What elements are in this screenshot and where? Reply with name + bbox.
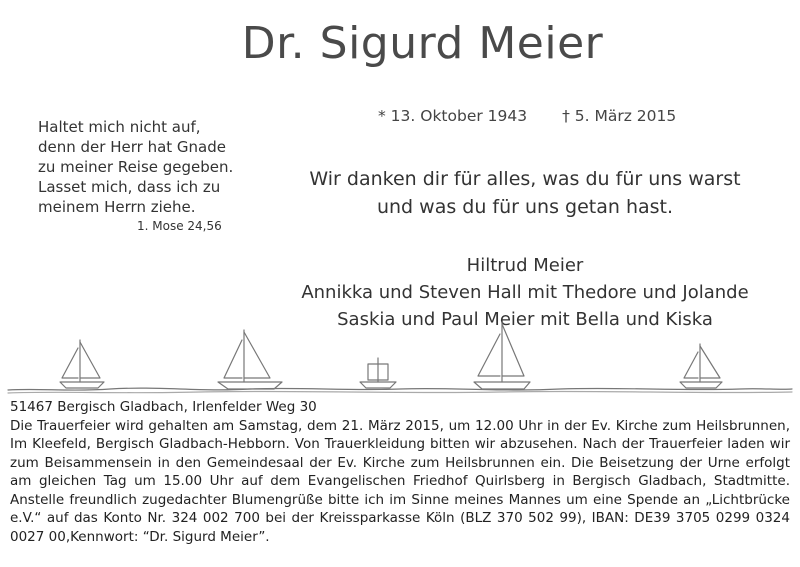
life-dates [378,107,676,125]
verse-line: Lasset mich, dass ich zu [38,178,221,196]
sailboat-icon [218,330,282,389]
verse-reference: 1. Mose 24,56 [137,219,222,233]
verse-line: Haltet mich nicht auf, [38,118,201,136]
deceased-name: Dr. Sigurd Meier [241,18,604,69]
mourner-line: Hiltrud Meier [466,255,584,276]
donation-text: Anstelle freundlich zugedachter Blumengrüße bitte ich im Sinne meines Mannes um eine Spende an „Lichtbrücke e.V.“ auf das Konto Nr. 324 002 700 bei der Kreissparkasse Köln (BLZ 370 502 99), IBAN: DE39 3705 0299 0324 0027 00,Kennwort: “Dr. Sigurd Meier”. [10,491,790,545]
mourner-line: Annikka und Steven Hall mit Thedore und Jolande [301,282,749,303]
sailboat-icon [60,340,104,388]
bible-verse [38,117,233,217]
sailboat-icon [680,344,722,388]
birth-date: * 13. Oktober 1943 [378,107,528,125]
thanks-text [280,165,770,221]
verse-line: zu meiner Reise gegeben. [38,158,234,176]
mourner-line: Saskia und Paul Meier mit Bella und Kiska [337,309,713,330]
sailboat-icon [474,322,530,389]
verse-line: denn der Herr hat Gnade [38,138,226,156]
thanks-line: Wir danken dir für alles, was du für uns warst [309,168,741,190]
water-line [8,391,792,393]
water-line [8,388,792,390]
sailboat-icon [360,358,396,388]
sailboats-illustration [0,318,800,398]
verse-line: meinem Herrn ziehe. [38,198,196,216]
ceremony-text: Die Trauerfeier wird gehalten am Samstag, dem 21. März 2015, um 12.00 Uhr in der Ev. Kirche zum Heilsbrunnen, Im Kleefeld, Bergisch Gladbach-Hebborn. Von Trauerkleidung bitten wir abzusehen. Nach der Trauerfeier laden wir zum Beisammensein in den Gemeindesaal der Ev. Kirche zum Heilsbrunnen ein. Die Beisetzung der Urne erfolgt am gleichen Tag um 15.00 Uhr auf dem Evangelischen Friedhof Quirlsberg in Bergisch Gladbach, Stadtmitte. [10,417,790,489]
death-date: † 5. März 2015 [562,107,677,125]
address: 51467 Bergisch Gladbach, Irlenfelder Weg 30 [10,399,317,415]
thanks-line: und was du für uns getan hast. [376,196,674,218]
funeral-details [10,398,790,546]
